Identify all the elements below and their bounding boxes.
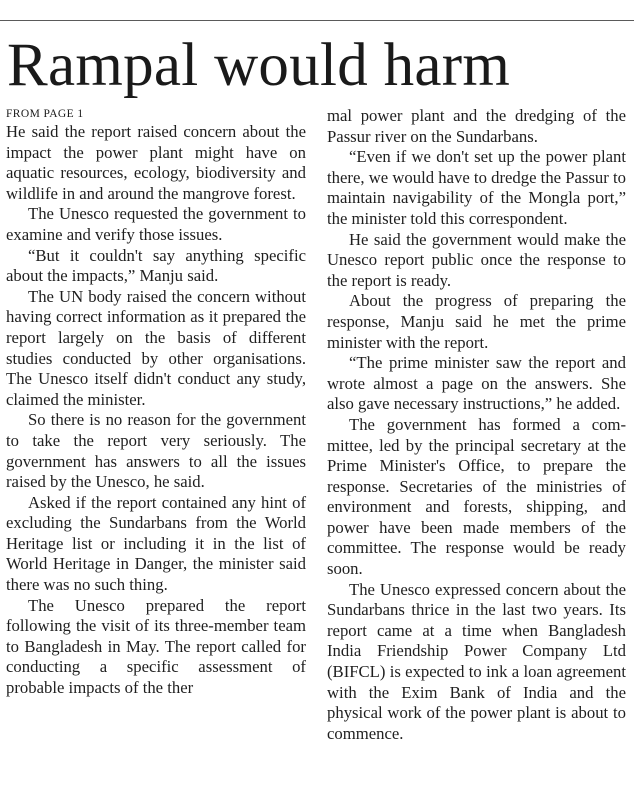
paragraph: The government has formed a committee, led by the principal secretary at the Prime Minister's Office, to prepare the response. Secretaries of the ministries of environment and forests, shipping, and power have been made members of the committee. The response would be ready soon. xyxy=(327,414,626,579)
paragraph: “The prime minister saw the report and wrote almost a page on the answers. She also gave necessary instructions,” he added. xyxy=(327,353,626,414)
top-rule xyxy=(0,20,634,21)
article-column-left xyxy=(6,106,306,699)
paragraph: “Even if we don't set up the power plant there, we would have to dredge the Passur to maintain navigability of the Mongla port,” the minister told this correspondent. xyxy=(327,147,626,228)
paragraph: The UN body raised the concern without having correct information as it prepared the report largely on the basis of different studies conducted by other organisations. The Unesco itself didn't conduct any study, claimed the minister. xyxy=(6,286,306,409)
headline: Rampal would harm xyxy=(7,32,511,99)
paragraph: He said the government would make the Unesco report public once the response to the report is ready. xyxy=(327,229,626,290)
paragraph: The Unesco expressed concern about the Sundarbans thrice in the last two years. Its report came at a time when Bangladesh India Friendship Power Company Ltd (BIFCL) is expected to ink a loan agreement with the Exim Bank of India and the physical work of the power plant is about to commence. xyxy=(327,579,626,743)
paragraph: mal power plant and the dredging of the Passur river on the Sundarbans. xyxy=(327,106,626,146)
paragraph: About the progress of preparing the response, Manju said he met the prime minister with the report. xyxy=(327,291,626,352)
paragraph: The Unesco prepared the report following the visit of its three-member team to Bangladesh in May. The report called for conducting a specific assessment of probable impacts of the ther xyxy=(6,595,306,698)
paragraph: He said the report raised concern about the impact the power plant might have on aquatic resources, ecology, biodiversity and wildlife in and around the mangrove forest. xyxy=(6,122,306,203)
paragraph: “But it couldn't say anything specific about the impacts,” Manju said. xyxy=(6,245,306,286)
paragraph: The Unesco requested the government to examine and verify those issues. xyxy=(6,204,306,244)
paragraph: So there is no reason for the government to take the report very seriously. The government has answers to all the issues raised by the Unesco, he said. xyxy=(6,410,306,492)
paragraph: Asked if the report contained any hint of excluding the Sundarbans from the World Heritage list or including it in the list of World Heritage in Danger, the minister said there was no such thing. xyxy=(6,492,306,595)
article-column-right xyxy=(327,106,626,744)
kicker: FROM PAGE 1 xyxy=(6,108,84,120)
